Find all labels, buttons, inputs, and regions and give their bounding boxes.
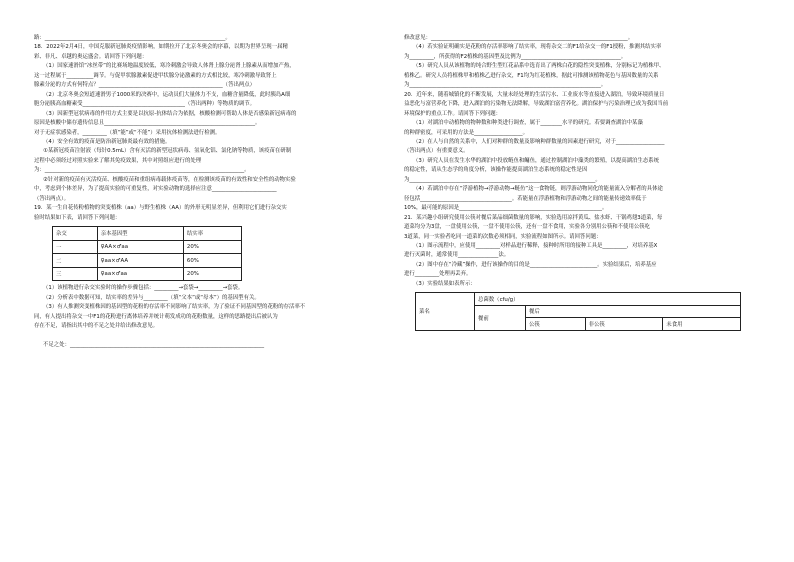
table-header-cell: 总菌数（cfu/g） xyxy=(475,293,741,306)
text-line: （2）北京冬奥会短道速滑男子1000米的决赛中，运动员们大量体力不支，血糖含量降低，此时胰岛A细 xyxy=(43,91,291,98)
table-cell: ♀aa×♂AA xyxy=(97,254,183,268)
bacteria-result-table xyxy=(415,292,741,331)
text-line: 的种群密度，可采用的方法是__________________。 xyxy=(404,129,528,136)
text-line: （3）实验结果如表所示： xyxy=(413,280,476,287)
table-header-cell: 公筷 xyxy=(526,318,586,331)
table-cell: ♀AA×♂aa xyxy=(97,240,183,254)
left-column xyxy=(34,34,392,351)
text-line: 的稳定性，请从生态学的角度分析，该操作能提高湖泊生态系统的稳定性是因 xyxy=(404,167,588,174)
text-line: 20．近年来，随着城镇化的不断发展，大量未经处理的生活污水、工业废水等直接进入湖泊，导致环境质量日 xyxy=(404,91,665,98)
text-line: 21．某兴趣小组研究使用公筷对餐后菜品细菌数量的影响，实验选用凉拌黄瓜、盐水虾、干锅鸡翅3道菜，每 xyxy=(404,214,663,221)
text-line: 19．某一生自花传粉植物的突变植株（aa）与野生植株（AA）的外形无明显差异，但利用它们进行杂交实 xyxy=(34,205,287,212)
text-line: 原因是核酸中储存遗传信息且________________________________________________________。 xyxy=(34,120,261,127)
text-line: （3）研究人员在发生水华的湖泊中投放鲢鱼和鳙鱼，通过控制湖泊中藻类的繁殖，以提高湖泊生态系统 xyxy=(413,157,660,164)
table-row xyxy=(53,254,242,268)
text-line: 对于无症状感染者，_________（填“能”或“不能”）采用抗体检测法进行检测。 xyxy=(34,129,221,136)
text-line: （1）对湖泊中动植物的物种数和种类进行调查，属于________水平的研究。若要调查湖泊中某藻 xyxy=(413,120,643,127)
text-line: （3）因新型冠状病毒的作用方式主要是以抗原-抗体结合为依据，核酸检测可帮助人体是否感染新冠病毒的 xyxy=(43,110,297,117)
text-line: 存在不足，请指出其中的不足之处并给出修改意见。 xyxy=(34,323,158,330)
table-header-cell: 结实率 xyxy=(183,227,241,241)
text-line: （4）若湖泊中存在“浮游植物→浮游动物→鲢鱼”这一食物链，则浮游动物同化的能量流入分解者的具体途 xyxy=(413,186,663,193)
table-header-cell: 非公筷 xyxy=(585,318,663,331)
text-line: 为_______________________________________________________________________。 xyxy=(404,82,607,89)
text-line: 中，考虑到个体差异，为了提高实验的可重复性，对实验动物的选择应注意________________________ xyxy=(34,186,277,193)
text-line: 为_________，所获得的F2植株的基因型及比例为_____________________________________。 xyxy=(404,53,627,60)
text-line: （答出两点）有重要意义。 xyxy=(404,148,469,155)
table-header-cell: 餐前 xyxy=(475,305,526,330)
text-line: （5）研究人员从该植物的纯合野生型红花品系中选育出了两株白花的隐性突变植株，分别标记为植株甲、 xyxy=(413,63,665,70)
text-line: （1）国家速滑馆“冰丝带”的比赛场地温度较低，寒冷刺激会导致人体肾上腺分泌肾上腺素从而增加产热， xyxy=(43,63,295,70)
text-line: （3）有人推测突变植株因的基因型的花粉的存活率不同影响了结实率，为了验证不同基因型的花粉的存活率不 xyxy=(43,304,306,311)
text-line: 环境保护的重点工作。请回答下列问题： xyxy=(404,110,502,117)
text-line: 3道菜，同一实验者吃同一道菜的次数必须相同，实验流程如图所示。请回答问题： xyxy=(404,233,602,240)
cross-result-table xyxy=(52,226,242,281)
text-line: （1）图示流程中，应使用_________对样品进行稀释，接种时所用的接种工具是_________，对培养基X xyxy=(413,242,658,249)
text-line: 道菜均分为3盘，一盘使用公筷，一盘不使用公筷，还有一盘不食用，实验各分别用公筷和不使用公筷吃 xyxy=(404,224,651,231)
left-text-block-2 xyxy=(34,284,392,350)
text-line: （答出两点）。 xyxy=(34,195,70,202)
text-line: 进行_________处理再丢弃。 xyxy=(404,271,472,278)
text-line: 验时结果如下表，请回答下列问题： xyxy=(34,214,121,221)
text-line: （4）若实验证明确实是花粉的存活率影响了结实率，现将杂交二的F1给杂交一的F1授粉，推测其结实率 xyxy=(413,44,662,51)
table-header-row xyxy=(416,293,741,306)
left-text-block xyxy=(34,34,392,223)
table-cell: 三 xyxy=(53,267,98,281)
table-header-row xyxy=(53,227,242,241)
table-cell: 20% xyxy=(183,267,241,281)
text-line: 彩、非凡、卓越的奥运盛会。请回答下列问题： xyxy=(34,53,148,60)
table-header-cell: 餐后 xyxy=(526,305,741,318)
text-line: 不足之处：________________________________________________________________________ xyxy=(43,342,265,349)
text-line: 为_____________________________________________________________________。 xyxy=(404,176,601,183)
text-line: 植株乙。研究人员将植株甲和植株乙进行杂交，F1均为红花植株，据此可推测该植物花色与基因数量的关系 xyxy=(404,72,659,79)
text-line: （2）在人与自然的关系中，人们对种群的数量及影响种群数量的因素进行研究，对于__________________ xyxy=(413,138,665,145)
text-line: 过程中必须经过对照实验来了解其免疫效果，其中对照组应进行的处理 xyxy=(34,157,202,164)
text-line: ①某新冠疫苗注射液（每针0.5mL）含有灭活的新型冠状病毒、氢氧化铝、氯化钠等物质，该疫苗在研制 xyxy=(43,148,292,155)
text-line: 腺素分泌的方式有何特点？______________________________________________（答出两点） xyxy=(34,82,256,89)
text-line: 修改意见：_________________________________________________________________________。 xyxy=(404,35,634,41)
table-header-cell: 亲本基因型 xyxy=(97,227,183,241)
table-row xyxy=(53,267,242,281)
text-line: 18．2022年2月4日，中国克服新冠肺炎疫情影响，如期拉开了北京冬奥会的序幕，以期为世界呈现一届精 xyxy=(34,44,288,51)
table-row-header: 菜名 xyxy=(416,293,475,331)
text-line xyxy=(34,332,392,341)
text-line: 进行灭菌时，通常使用_______________法。 xyxy=(404,252,510,259)
table-cell: ♀aa×♂aa xyxy=(97,267,183,281)
text-line: 10%，最可能的原因是_____________________________________________________。 xyxy=(404,205,608,212)
table-row xyxy=(53,240,242,254)
text-line: （4）安全有效的疫苗是防治新冠肺炎最有效的措施。 xyxy=(43,138,171,145)
right-column xyxy=(404,34,764,331)
table-cell: 一 xyxy=(53,240,98,254)
table-cell: 二 xyxy=(53,254,98,268)
table-header-cell: 未食用 xyxy=(663,318,741,331)
text-line: （2）分析表中数据可知，结实率的差异与_________（填“父本”或“母本”）的基因型有关。 xyxy=(43,294,260,301)
text-line: （2）图中存在“冷藏”操作，进行该操作的目的是_________________________。实验结果后，培养基应 xyxy=(413,261,657,268)
text-line: 同，有人提出将杂交一中F1的花粉进行离体培养并统计萌发成功的花粉数量，这样的思路提出后被认为 xyxy=(34,313,278,320)
text-line: 路：___________________________________________________________________。 xyxy=(34,35,231,41)
right-text-block xyxy=(404,34,764,289)
text-line: （1）该植物进行杂交实验时的操作步骤包括：_________→套袋→_________→套袋。 xyxy=(43,285,244,292)
text-line: 这一过程属于__________调节。与促甲状腺激素促进甲状腺分泌激素的方式相比较，寒冷刺激导致肾上 xyxy=(34,72,277,79)
table-cell: 60% xyxy=(183,254,241,268)
table-header-cell: 杂交 xyxy=(53,227,98,241)
text-line: 径包括__________________________________。若能量在浮游植物和浮游动物之间的能量传递效率低于 xyxy=(404,195,647,202)
table-cell: 20% xyxy=(183,240,241,254)
text-line: ②针对新的疫苗有灭活疫苗、核酸疫苗和重组病毒载体疫苗等，在检测该疫苗的有效性和安全性的动物实验 xyxy=(43,176,296,183)
text-line: 胞分泌胰高血糖素受______________________________________（答出两种）等物质的调节。 xyxy=(34,101,256,108)
text-line: 为：__________________________________________________________________________。 xyxy=(34,167,250,174)
text-line: 益恶化与富营养化下降，进入湖泊的污染物无法降解，导致湖泊富营养化。湖泊保护与污染治理已成为我国当前 xyxy=(404,101,669,108)
